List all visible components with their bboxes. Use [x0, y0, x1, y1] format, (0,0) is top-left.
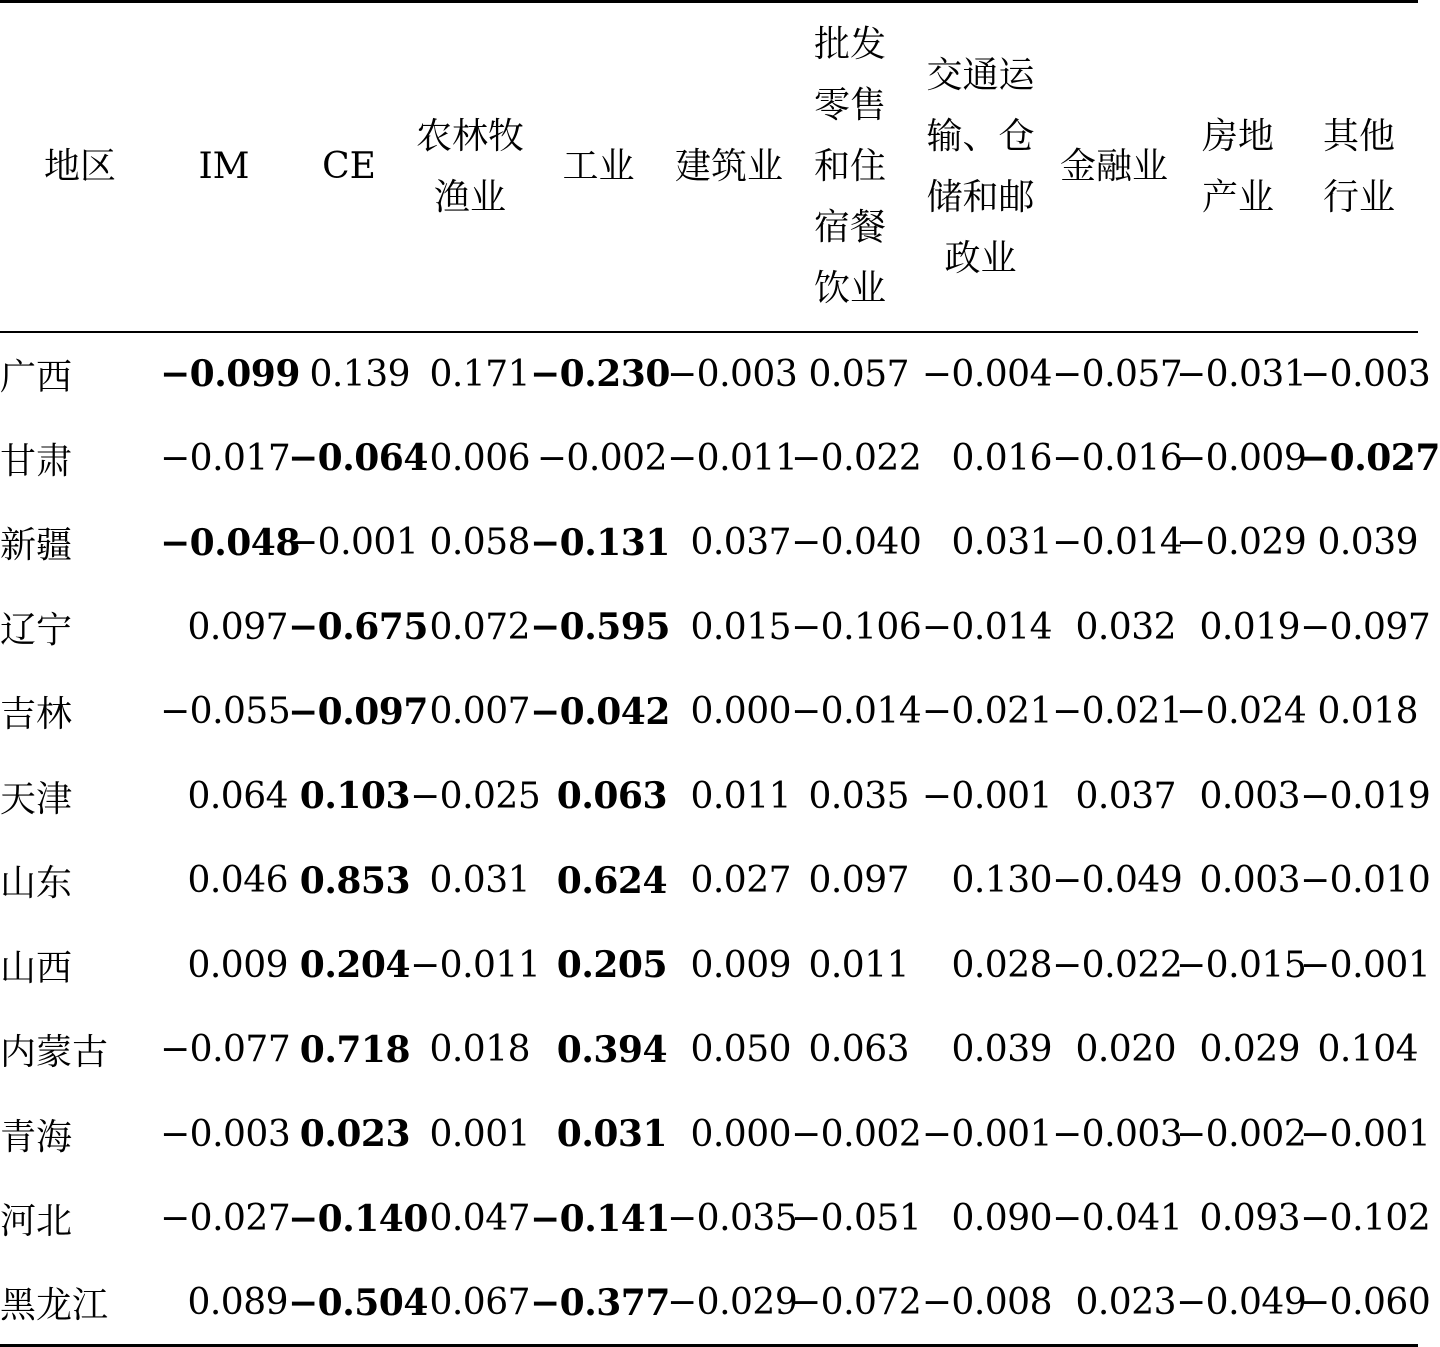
- value-cell: −0.040: [791, 522, 922, 564]
- value-cell: −0.377: [530, 1281, 670, 1324]
- value-cell: 0.093: [1199, 1198, 1300, 1240]
- value-cell: −0.011: [667, 437, 798, 479]
- header-construction: [667, 2, 791, 332]
- value-cell: 0.039: [1317, 522, 1418, 564]
- value-cell: −0.025: [410, 775, 541, 817]
- header-line: 房地: [1201, 115, 1274, 157]
- header-agri: [410, 2, 530, 332]
- value-cell: 0.046: [187, 860, 288, 902]
- header-line: 工业: [562, 146, 635, 188]
- value-cell: −0.016: [1052, 437, 1183, 479]
- value-cell: −0.015: [1176, 944, 1307, 986]
- value-cell: −0.001: [1300, 1113, 1431, 1155]
- header-line: 储和邮: [926, 176, 1035, 218]
- value-cell: 0.057: [808, 353, 909, 395]
- value-cell: −0.048: [160, 521, 300, 564]
- region-cell: 青海: [0, 1116, 73, 1158]
- value-cell: 0.023: [299, 1113, 410, 1156]
- value-cell: −0.001: [288, 522, 419, 564]
- value-cell: −0.010: [1300, 860, 1431, 902]
- value-cell: 0.016: [951, 437, 1052, 479]
- value-cell: 0.204: [299, 944, 410, 987]
- value-cell: −0.097: [1300, 606, 1431, 648]
- header-line: 行业: [1322, 176, 1395, 218]
- header-industry: [530, 2, 667, 332]
- value-cell: −0.077: [160, 1029, 291, 1071]
- region-cell: 辽宁: [0, 609, 73, 651]
- table-row: [0, 1008, 1418, 1093]
- header-im: [160, 2, 288, 332]
- region-cell: 吉林: [0, 694, 73, 736]
- value-cell: 0.063: [556, 775, 667, 818]
- value-cell: 0.009: [690, 944, 791, 986]
- value-cell: −0.029: [1176, 522, 1307, 564]
- value-cell: −0.064: [288, 437, 428, 480]
- region-cell: 河北: [0, 1201, 73, 1243]
- value-cell: 0.031: [556, 1113, 667, 1156]
- value-cell: 0.027: [690, 860, 791, 902]
- value-cell: −0.049: [1176, 1282, 1307, 1323]
- value-cell: 0.009: [187, 944, 288, 986]
- region-cell: 广西: [0, 356, 73, 398]
- value-cell: 0.853: [299, 859, 410, 902]
- value-cell: −0.021: [921, 691, 1052, 733]
- region-cell: 内蒙古: [0, 1032, 109, 1074]
- value-cell: −0.035: [667, 1198, 798, 1240]
- header-line: 宿餐: [813, 207, 886, 249]
- value-cell: −0.009: [1176, 437, 1307, 479]
- table-row: [0, 585, 1418, 670]
- value-cell: 0.019: [1199, 606, 1300, 648]
- header-realestate: [1176, 2, 1300, 332]
- table-row: [0, 1092, 1418, 1177]
- table-row: [0, 1261, 1418, 1346]
- value-cell: 0.067: [429, 1282, 530, 1323]
- value-cell: −0.029: [667, 1282, 798, 1323]
- value-cell: 0.003: [1199, 860, 1300, 902]
- value-cell: 0.097: [187, 606, 288, 648]
- value-cell: −0.027: [160, 1198, 291, 1240]
- value-cell: 0.394: [556, 1028, 667, 1071]
- region-cell: 黑龙江: [0, 1285, 109, 1326]
- table-row: [0, 416, 1418, 501]
- value-cell: 0.104: [1317, 1029, 1418, 1071]
- value-cell: −0.002: [791, 1113, 922, 1155]
- header-line: 其他: [1322, 115, 1395, 157]
- value-cell: −0.001: [921, 775, 1052, 817]
- value-cell: 0.029: [1199, 1029, 1300, 1071]
- value-cell: 0.718: [299, 1028, 410, 1071]
- header-line: 饮业: [813, 268, 886, 310]
- value-cell: 0.011: [808, 944, 909, 986]
- value-cell: 0.064: [187, 775, 288, 817]
- value-cell: −0.072: [791, 1282, 922, 1323]
- header-finance: [1052, 2, 1176, 332]
- value-cell: 0.028: [951, 944, 1052, 986]
- header-line: 建筑业: [674, 146, 783, 188]
- header-line: 交通运: [926, 54, 1035, 96]
- header-line: 地区: [43, 146, 116, 188]
- value-cell: −0.003: [160, 1113, 291, 1155]
- header-line: CE: [322, 146, 376, 188]
- value-cell: 0.090: [951, 1198, 1052, 1240]
- table-row: [0, 754, 1418, 839]
- header-wholesale: [791, 2, 909, 332]
- value-cell: 0.058: [429, 522, 530, 564]
- header-transport: [909, 2, 1052, 332]
- table-header: [0, 2, 1418, 332]
- value-cell: −0.141: [530, 1197, 670, 1240]
- value-cell: 0.031: [951, 522, 1052, 564]
- value-cell: 0.050: [690, 1029, 791, 1071]
- value-cell: −0.001: [1300, 944, 1431, 986]
- header-line: 零售: [813, 85, 886, 127]
- value-cell: −0.011: [410, 944, 541, 986]
- value-cell: 0.006: [429, 437, 530, 479]
- value-cell: −0.131: [530, 521, 670, 564]
- value-cell: 0.000: [690, 691, 791, 733]
- value-cell: −0.014: [1052, 522, 1183, 564]
- value-cell: −0.102: [1300, 1198, 1431, 1240]
- header-line: 农林牧: [415, 115, 524, 157]
- value-cell: 0.624: [556, 859, 667, 902]
- value-cell: −0.003: [1300, 353, 1431, 395]
- value-cell: 0.097: [808, 860, 909, 902]
- value-cell: −0.019: [1300, 775, 1431, 817]
- value-cell: −0.002: [1176, 1113, 1307, 1155]
- value-cell: 0.171: [429, 353, 530, 395]
- table-row: [0, 839, 1418, 924]
- value-cell: −0.097: [288, 690, 428, 733]
- value-cell: −0.022: [791, 437, 922, 479]
- value-cell: 0.007: [429, 691, 530, 733]
- value-cell: 0.039: [951, 1029, 1052, 1071]
- value-cell: 0.000: [690, 1113, 791, 1155]
- value-cell: −0.014: [921, 606, 1052, 648]
- value-cell: 0.089: [187, 1282, 288, 1323]
- value-cell: −0.230: [530, 353, 670, 396]
- value-cell: −0.014: [791, 691, 922, 733]
- value-cell: 0.018: [1317, 691, 1418, 733]
- table-row: [0, 1177, 1418, 1262]
- value-cell: 0.018: [429, 1029, 530, 1071]
- value-cell: −0.022: [1052, 944, 1183, 986]
- header-line: 渔业: [433, 176, 506, 218]
- value-cell: 0.003: [1199, 775, 1300, 817]
- value-cell: −0.106: [791, 606, 922, 648]
- value-cell: 0.139: [309, 353, 410, 395]
- table-row: [0, 670, 1418, 755]
- region-cell: 山西: [0, 947, 73, 989]
- table-row: [0, 501, 1418, 586]
- value-cell: −0.051: [791, 1198, 922, 1240]
- value-cell: 0.020: [1075, 1029, 1176, 1071]
- value-cell: −0.004: [921, 353, 1052, 395]
- table-row: [0, 332, 1418, 417]
- header-line: IM: [198, 146, 250, 188]
- table-row: [0, 923, 1418, 1008]
- value-cell: −0.041: [1052, 1198, 1183, 1240]
- value-cell: 0.037: [1075, 775, 1176, 817]
- value-cell: −0.595: [530, 606, 670, 649]
- region-cell: 甘肃: [0, 440, 73, 482]
- value-cell: 0.130: [951, 860, 1052, 902]
- value-cell: −0.017: [160, 437, 291, 479]
- value-cell: 0.072: [429, 606, 530, 648]
- value-cell: −0.003: [1052, 1113, 1183, 1155]
- region-cell: 山东: [0, 863, 73, 905]
- value-cell: −0.042: [530, 690, 670, 733]
- header-region: [0, 2, 160, 332]
- value-cell: −0.057: [1052, 353, 1183, 395]
- value-cell: 0.063: [808, 1029, 909, 1071]
- table-body: [0, 332, 1440, 1346]
- value-cell: 0.001: [429, 1113, 530, 1155]
- value-cell: 0.032: [1075, 606, 1176, 648]
- value-cell: 0.103: [299, 775, 410, 818]
- value-cell: −0.024: [1176, 691, 1307, 733]
- value-cell: −0.049: [1052, 860, 1183, 902]
- value-cell: 0.047: [429, 1198, 530, 1240]
- value-cell: 0.031: [429, 860, 530, 902]
- value-cell: −0.055: [160, 691, 291, 733]
- value-cell: −0.003: [667, 353, 798, 395]
- value-cell: −0.504: [288, 1281, 428, 1324]
- header-other: [1300, 2, 1418, 332]
- value-cell: 0.037: [690, 522, 791, 564]
- value-cell: −0.099: [160, 353, 300, 396]
- value-cell: 0.023: [1075, 1282, 1176, 1323]
- value-cell: −0.021: [1052, 691, 1183, 733]
- header-line: 金融业: [1059, 146, 1168, 188]
- value-cell: −0.002: [536, 437, 667, 479]
- value-cell: 0.035: [808, 775, 909, 817]
- header-line: 批发: [813, 24, 886, 66]
- header-row: [0, 2, 1418, 332]
- value-cell: −0.675: [288, 606, 428, 649]
- header-line: 政业: [944, 237, 1017, 279]
- region-cell: 天津: [0, 778, 73, 820]
- value-cell: 0.011: [690, 775, 791, 817]
- value-cell: 0.205: [556, 944, 667, 987]
- header-ce: [288, 2, 410, 332]
- value-cell: −0.001: [921, 1113, 1052, 1155]
- header-line: 输、仓: [926, 115, 1035, 157]
- value-cell: −0.140: [288, 1197, 428, 1240]
- value-cell: −0.027: [1300, 437, 1440, 480]
- value-cell: −0.060: [1300, 1282, 1431, 1323]
- header-line: 和住: [813, 146, 886, 188]
- value-cell: −0.008: [921, 1282, 1052, 1323]
- header-line: 产业: [1201, 176, 1274, 218]
- region-cell: 新疆: [0, 525, 73, 567]
- value-cell: 0.015: [690, 606, 791, 648]
- value-cell: −0.031: [1176, 353, 1307, 395]
